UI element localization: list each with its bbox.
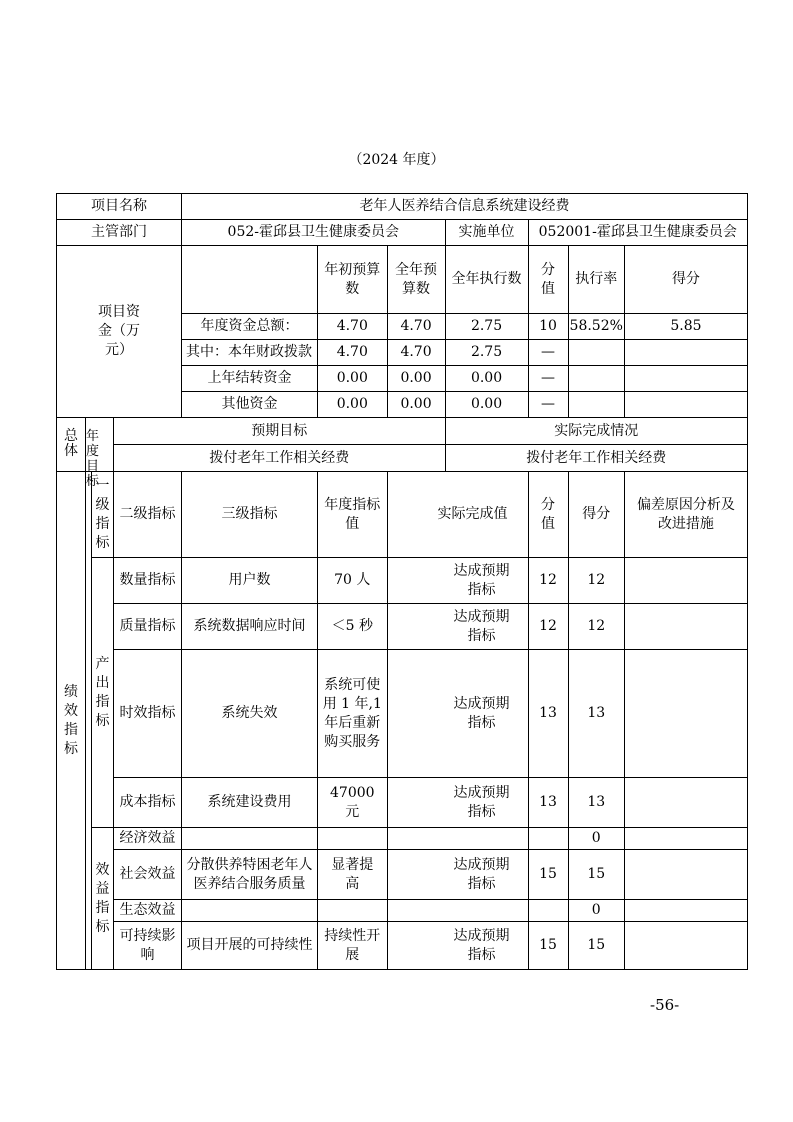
level2-cell: 社会效益 xyxy=(114,850,182,900)
fund-executed: 2.75 xyxy=(445,340,528,366)
fund-score: 5.85 xyxy=(624,314,747,340)
dept-label: 主管部门 xyxy=(57,220,182,246)
actual-cell: 达成预期指标 xyxy=(387,558,528,604)
fund-weight: — xyxy=(528,340,568,366)
score-cell: 15 xyxy=(568,850,624,900)
project-name-value: 老年人医养结合信息系统建设经费 xyxy=(182,194,748,220)
fund-initial: 4.70 xyxy=(318,314,388,340)
expected-objective-header: 预期目标 xyxy=(114,418,446,445)
year-label: （2024 年度） xyxy=(348,152,445,168)
target-cell: 70 人 xyxy=(318,558,388,604)
level3-cell: 系统失效 xyxy=(182,650,318,778)
fund-weight: — xyxy=(528,366,568,392)
unit-label: 实施单位 xyxy=(445,220,528,246)
target-cell: ＜5 秒 xyxy=(318,604,388,650)
actual-cell: 达成预期指标 xyxy=(387,850,528,900)
target-cell: 47000 元 xyxy=(318,778,388,828)
fund-executed: 0.00 xyxy=(445,392,528,418)
analysis-cell xyxy=(624,900,747,922)
objective-header-row xyxy=(57,418,748,445)
analysis-cell xyxy=(624,604,747,650)
funds-label: 项目资金（万元） xyxy=(57,246,182,418)
indicator-row xyxy=(57,828,748,850)
target-cell: 持续性开展 xyxy=(318,922,388,970)
level3-cell: 项目开展的可持续性 xyxy=(182,922,318,970)
annual-execution-header: 全年执行数 xyxy=(445,246,528,314)
fund-annual: 0.00 xyxy=(387,366,445,392)
project-name-row xyxy=(57,194,748,220)
fund-annual: 4.70 xyxy=(387,314,445,340)
weight-cell: 15 xyxy=(528,850,568,900)
weight-cell: 12 xyxy=(528,558,568,604)
fund-row-label: 其他资金 xyxy=(182,392,318,418)
weight-cell xyxy=(528,900,568,922)
weight-header: 分值 xyxy=(528,472,568,558)
target-cell: 显著提高 xyxy=(318,850,388,900)
department-row xyxy=(57,220,748,246)
benefit-indicator-label: 效益指标 xyxy=(92,828,114,970)
output-indicator-label: 产出指标 xyxy=(92,558,114,828)
level3-cell: 分散供养特困老年人医养结合服务质量 xyxy=(182,850,318,900)
score-cell: 13 xyxy=(568,778,624,828)
indicator-row xyxy=(57,558,748,604)
indicator-row xyxy=(57,850,748,900)
target-header: 年度指标值 xyxy=(318,472,388,558)
fund-row-label: 上年结转资金 xyxy=(182,366,318,392)
actual-cell: 达成预期指标 xyxy=(387,778,528,828)
fund-annual: 0.00 xyxy=(387,392,445,418)
level2-cell: 成本指标 xyxy=(114,778,182,828)
weight-cell: 12 xyxy=(528,604,568,650)
fund-rate xyxy=(568,340,624,366)
actual-cell xyxy=(387,828,528,850)
perf-indicator-label: 绩效指标 xyxy=(57,472,86,970)
target-cell xyxy=(318,828,388,850)
project-name-label: 项目名称 xyxy=(57,194,182,220)
unit-value: 052001-霍邱县卫生健康委员会 xyxy=(528,220,747,246)
target-cell xyxy=(318,900,388,922)
analysis-cell xyxy=(624,922,747,970)
level2-cell: 可持续影响 xyxy=(114,922,182,970)
indicator-row xyxy=(57,650,748,778)
actual-cell xyxy=(387,900,528,922)
score-header: 得分 xyxy=(624,246,747,314)
score-header: 得分 xyxy=(568,472,624,558)
analysis-cell xyxy=(624,558,747,604)
overall-label: 总体 xyxy=(57,418,86,472)
funds-header-row xyxy=(57,246,748,314)
dept-value: 052-霍邱县卫生健康委员会 xyxy=(182,220,446,246)
level2-cell: 时效指标 xyxy=(114,650,182,778)
level2-cell: 数量指标 xyxy=(114,558,182,604)
indicator-header-row xyxy=(57,472,748,558)
weight-cell: 15 xyxy=(528,922,568,970)
level2-header: 二级指标 xyxy=(114,472,182,558)
page-number: -56- xyxy=(650,996,680,1014)
actual-cell: 达成预期指标 xyxy=(387,922,528,970)
weight-cell: 13 xyxy=(528,650,568,778)
expected-objective-text: 拨付老年工作相关经费 xyxy=(114,445,446,472)
indicator-row xyxy=(57,604,748,650)
level2-cell: 经济效益 xyxy=(114,828,182,850)
objective-text-row xyxy=(57,445,748,472)
actual-cell: 达成预期指标 xyxy=(387,650,528,778)
level3-cell: 用户数 xyxy=(182,558,318,604)
indicator-row xyxy=(57,922,748,970)
level2-cell: 生态效益 xyxy=(114,900,182,922)
analysis-header: 偏差原因分析及改进措施 xyxy=(624,472,747,558)
level3-cell: 系统数据响应时间 xyxy=(182,604,318,650)
fund-initial: 0.00 xyxy=(318,392,388,418)
fund-rate xyxy=(568,392,624,418)
level2-cell: 质量指标 xyxy=(114,604,182,650)
actual-value-header: 实际完成值 xyxy=(387,472,528,558)
score-cell: 0 xyxy=(568,900,624,922)
annual-objective-label: 年度目标 xyxy=(86,418,114,472)
analysis-cell xyxy=(624,828,747,850)
fund-score xyxy=(624,366,747,392)
analysis-cell xyxy=(624,778,747,828)
level1-header: 一级指标 xyxy=(92,472,114,558)
fund-annual: 4.70 xyxy=(387,340,445,366)
indicator-row xyxy=(57,778,748,828)
annual-budget-header: 全年预算数 xyxy=(387,246,445,314)
initial-budget-header: 年初预算数 xyxy=(318,246,388,314)
actual-completion-header: 实际完成情况 xyxy=(445,418,747,445)
actual-cell: 达成预期指标 xyxy=(387,604,528,650)
level3-cell xyxy=(182,828,318,850)
execution-rate-header: 执行率 xyxy=(568,246,624,314)
fund-executed: 2.75 xyxy=(445,314,528,340)
analysis-cell xyxy=(624,850,747,900)
fund-weight: 10 xyxy=(528,314,568,340)
target-cell: 系统可使用 1 年,1 年后重新购买服务 xyxy=(318,650,388,778)
level3-cell xyxy=(182,900,318,922)
analysis-cell xyxy=(624,650,747,778)
fund-initial: 0.00 xyxy=(318,366,388,392)
fund-score xyxy=(624,392,747,418)
score-cell: 12 xyxy=(568,558,624,604)
fund-row-label: 其中：本年财政拨款 xyxy=(182,340,318,366)
fund-score xyxy=(624,340,747,366)
score-cell: 15 xyxy=(568,922,624,970)
fund-initial: 4.70 xyxy=(318,340,388,366)
weight-header: 分值 xyxy=(528,246,568,314)
weight-cell: 13 xyxy=(528,778,568,828)
actual-completion-text: 拨付老年工作相关经费 xyxy=(445,445,747,472)
fund-weight: — xyxy=(528,392,568,418)
level3-cell: 系统建设费用 xyxy=(182,778,318,828)
score-cell: 0 xyxy=(568,828,624,850)
score-cell: 13 xyxy=(568,650,624,778)
score-cell: 12 xyxy=(568,604,624,650)
fund-row-label: 年度资金总额： xyxy=(182,314,318,340)
fund-rate xyxy=(568,366,624,392)
indicator-row xyxy=(57,900,748,922)
performance-table xyxy=(56,193,748,970)
fund-rate: 58.52% xyxy=(568,314,624,340)
fund-executed: 0.00 xyxy=(445,366,528,392)
weight-cell xyxy=(528,828,568,850)
level3-header: 三级指标 xyxy=(182,472,318,558)
